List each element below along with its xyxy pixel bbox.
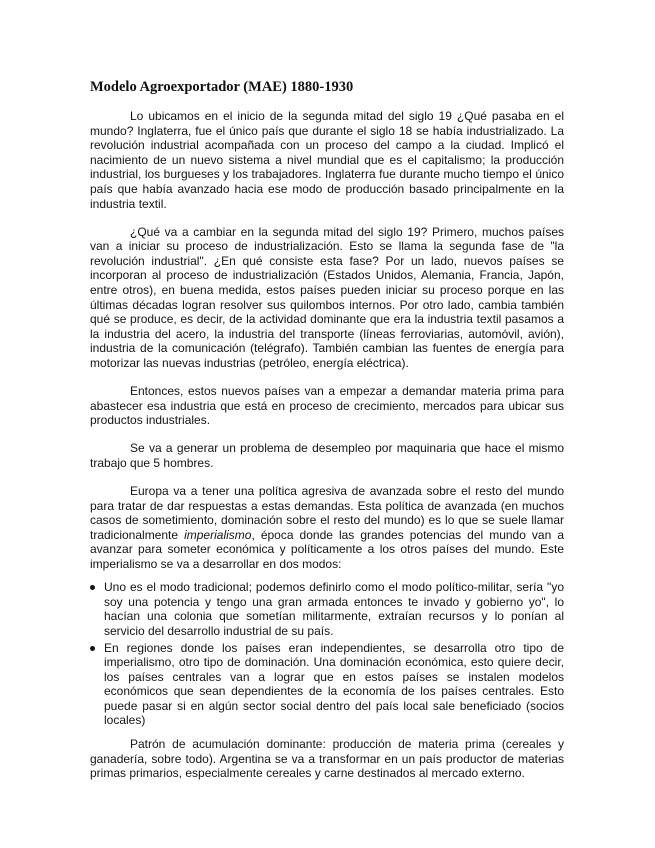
list-item-text: Uno es el modo tradicional; podemos definirlo como el modo político-militar, sería "yo soy una potencia y tengo una gran armada entonces te invado y gobierno yo", lo hacían una colonia que sometían militarmente, extraían recursos y lo ponían al servicio del desarrollo industrial de su país.	[104, 580, 564, 638]
document-body	[90, 79, 564, 794]
list-item	[90, 641, 564, 729]
paragraph-unemployment: Se va a generar un problema de desempleo por maquinaria que hace el mismo trabajo que 5 hombres.	[90, 441, 564, 470]
bullet-icon	[90, 585, 95, 590]
list-item-text: En regiones donde los países eran independientes, se desarrolla otro tipo de imperialismo, otro tipo de dominación. Una dominación económica, esto quiere decir, los países centrales van a lograr que en estos países se instalen modelos económicos que sean dependientes de la economía de los países centrales. Esto puede pasar si en algún sector social dentro del país local sale beneficiado (socios locales)	[104, 640, 564, 728]
imperialism-text-before: Europa va a tener una política agresiva de avanzada sobre el resto del mundo para tratar de dar respuestas a estas demandas. Esta política de avanzada (en muchos casos de sometimiento, dominación sobre el resto del mundo) es lo que se suele llamar tradicionalmente	[90, 484, 564, 542]
document-title: Modelo Agroexportador (MAE) 1880-1930	[90, 79, 354, 95]
paragraph-imperialism	[90, 484, 564, 572]
paragraph-second-phase: ¿Qué va a cambiar en la segunda mitad del siglo 19? Primero, muchos países van a iniciar su proceso de industrialización. Esto se llama la segunda fase de "la revolución industrial". ¿En qué consiste esta fase? Por un lado, nuevos países se incorporan al proceso de industrialización (Estados Unidos, Alemania, Francia, Japón, entre otros), en buena medida, estos países pueden iniciar su proceso porque en las últimas décadas logran resolver sus quilombos internos. Por otro lado, cambia también qué se produce, es decir, de la actividad dominante que era la industria textil pasamos a la industria del acero, la industria del transporte (líneas ferroviarias, automóvil, avión), industria de la comunicación (telégrafo). También cambian las fuentes de energía para motorizar las nuevas industrias (petróleo, energía eléctrica).	[90, 224, 564, 370]
paragraph-raw-materials: Entonces, estos nuevos países van a empezar a demandar materia prima para abastecer esa industria que está en proceso de crecimiento, mercados para ubicar sus productos industriales.	[90, 384, 564, 428]
imperialism-term: imperialismo	[184, 527, 252, 542]
imperialism-text-after: , época donde las grandes potencias del mundo van a avanzar para someter económica y políticamente a los otros países del mundo. Este imperialismo se va a desarrollar en dos modos:	[90, 527, 564, 572]
imperialism-modes-list	[90, 580, 564, 728]
paragraph-accumulation-pattern: Patrón de acumulación dominante: producción de materia prima (cereales y ganadería, sobre todo). Argentina se va a transformar en un país productor de materias primas primarios, especialmente cereales y carne destinados al mercado externo.	[90, 737, 564, 781]
bullet-icon	[90, 646, 95, 651]
paragraph-intro: Lo ubicamos en el inicio de la segunda mitad del siglo 19 ¿Qué pasaba en el mundo? Inglaterra, fue el único país que durante el siglo 18 se había industrializado. La revolución industrial acompañada con un proceso del campo a la ciudad. Implicó el nacimiento de un nuevo sistema a nivel mundial que es el capitalismo; la producción industrial, los burgueses y los trabajadores. Inglaterra fue durante mucho tiempo el único país que había avanzado hacia ese modo de producción basado principalmente en la industria textil.	[90, 109, 564, 211]
list-item	[90, 580, 564, 638]
